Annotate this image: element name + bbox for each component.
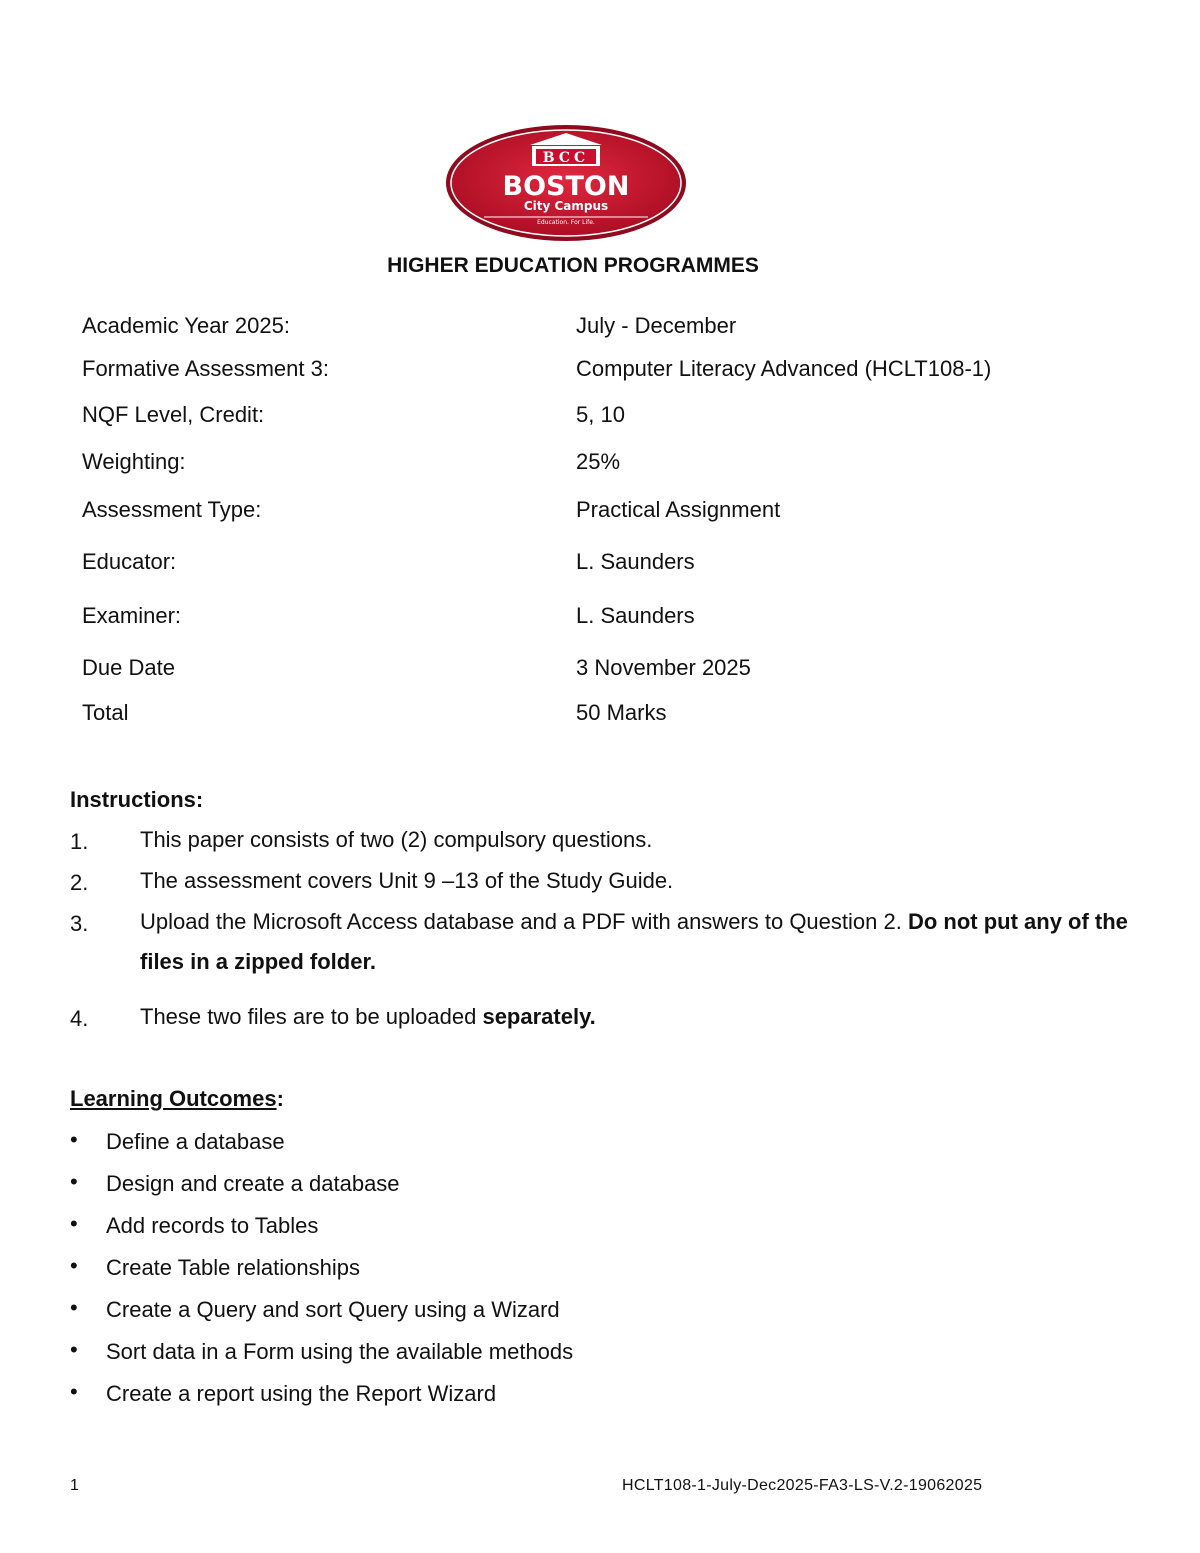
- bullet-icon: •: [70, 1253, 78, 1278]
- info-value: July - December: [576, 313, 737, 338]
- instruction-bold-text: Do not put any of the files in a zipped folder.: [140, 909, 1128, 974]
- document-reference: HCLT108-1-July-Dec2025-FA3-LS-V.2-19062025: [622, 1477, 983, 1494]
- outcome-text: Create a report using the Report Wizard: [106, 1381, 497, 1406]
- instruction-bold-text: separately.: [482, 1004, 596, 1029]
- info-value: Practical Assignment: [576, 497, 781, 522]
- logo-tagline: Education. For Life.: [537, 219, 595, 226]
- boston-city-campus-logo: [444, 123, 688, 243]
- info-label: NQF Level, Credit:: [82, 402, 265, 427]
- info-value: Computer Literacy Advanced (HCLT108-1): [576, 356, 992, 381]
- info-value: L. Saunders: [576, 603, 695, 628]
- logo-name: BOSTON: [502, 171, 630, 202]
- outcome-text: Add records to Tables: [106, 1213, 319, 1238]
- info-value: 25%: [576, 449, 621, 474]
- info-label: Examiner:: [82, 603, 182, 628]
- info-label: Due Date: [82, 655, 175, 680]
- info-label: Educator:: [82, 549, 177, 574]
- logo-campus: City Campus: [523, 199, 609, 213]
- bullet-icon: •: [70, 1379, 78, 1404]
- learning-outcomes-colon: :: [276, 1086, 284, 1111]
- info-value: 5, 10: [576, 402, 625, 427]
- outcome-text: Create a Query and sort Query using a Wizard: [106, 1297, 560, 1322]
- instruction-text: Upload the Microsoft Access database and a PDF with answers to Question 2.: [140, 909, 908, 934]
- outcome-text: Design and create a database: [106, 1171, 400, 1196]
- page-number: 1: [70, 1477, 79, 1494]
- instruction-text: These two files are to be uploaded: [140, 1004, 483, 1029]
- instruction-text: The assessment covers Unit 9 –13 of the Study Guide.: [140, 868, 674, 893]
- instruction-number: 2.: [70, 870, 89, 895]
- info-label: Total: [82, 700, 129, 725]
- bullet-icon: •: [70, 1337, 78, 1362]
- page-heading: HIGHER EDUCATION PROGRAMMES: [387, 254, 759, 277]
- info-value: L. Saunders: [576, 549, 695, 574]
- outcome-text: Sort data in a Form using the available methods: [106, 1339, 574, 1364]
- info-value: 50 Marks: [576, 700, 667, 725]
- info-label: Formative Assessment 3:: [82, 356, 329, 381]
- info-label: Academic Year 2025:: [82, 313, 290, 338]
- instruction-number: 3.: [70, 911, 89, 936]
- logo-letters: BCC: [542, 150, 590, 166]
- info-value: 3 November 2025: [576, 655, 751, 680]
- outcome-text: Define a database: [106, 1129, 285, 1154]
- info-label: Weighting:: [82, 449, 186, 474]
- outcome-text: Create Table relationships: [106, 1255, 360, 1280]
- info-label: Assessment Type:: [82, 497, 262, 522]
- instruction-text: This paper consists of two (2) compulsory questions.: [140, 827, 653, 852]
- bullet-icon: •: [70, 1169, 78, 1194]
- instruction-number: 4.: [70, 1006, 89, 1031]
- instruction-number: 1.: [70, 829, 89, 854]
- learning-outcomes-title: [70, 1086, 284, 1112]
- bullet-icon: •: [70, 1211, 78, 1236]
- bullet-icon: •: [70, 1295, 78, 1320]
- learning-outcomes-label: Learning Outcomes: [70, 1086, 277, 1111]
- bullet-icon: •: [70, 1127, 78, 1152]
- instructions-title: Instructions:: [70, 787, 204, 812]
